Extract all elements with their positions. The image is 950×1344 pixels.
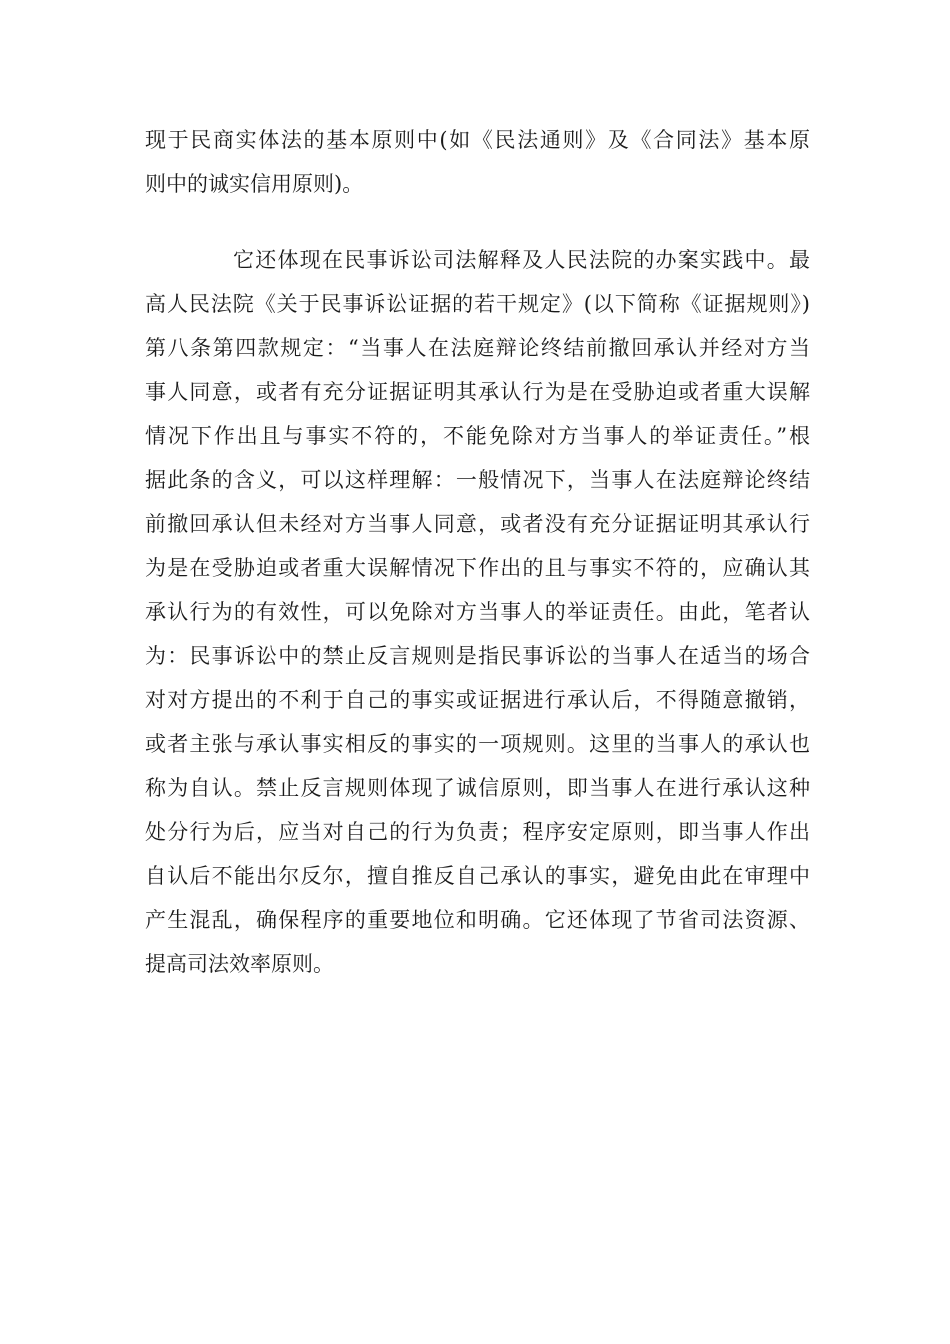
paragraph-2-line-5: 情况下作出且与事实不符的，不能免除对方当事人的举证责任。”根 xyxy=(145,424,810,448)
paragraph-1-line-1: 现于民商实体法的基本原则中(如《民法通则》及《合同法》基本原 xyxy=(145,128,810,152)
paragraph-2-line-7: 前撤回承认但未经对方当事人同意，或者没有充分证据证明其承认行 xyxy=(145,512,810,536)
paragraph-1 xyxy=(145,118,810,206)
paragraph-2-line-4: 事人同意，或者有充分证据证明其承认行为是在受胁迫或者重大误解 xyxy=(145,380,810,404)
paragraph-2-line-8: 为是在受胁迫或者重大误解情况下作出的且与事实不符的，应确认其 xyxy=(145,556,810,580)
paragraph-2-line-16: 产生混乱，确保程序的重要地位和明确。它还体现了节省司法资源、 xyxy=(145,908,810,932)
paragraph-2-line-3: 第八条第四款规定：“当事人在法庭辩论终结前撤回承认并经对方当 xyxy=(145,336,810,360)
paragraph-2-line-11: 对对方提出的不利于自己的事实或证据进行承认后，不得随意撤销， xyxy=(145,688,810,712)
paragraph-2-line-6: 据此条的含义，可以这样理解：一般情况下，当事人在法庭辩论终结 xyxy=(145,468,810,492)
paragraph-2-line-15: 自认后不能出尔反尔，擅自推反自己承认的事实，避免由此在审理中 xyxy=(145,864,810,888)
paragraph-2-line-12: 或者主张与承认事实相反的事实的一项规则。这里的当事人的承认也 xyxy=(145,732,810,756)
paragraph-2-line-10: 为：民事诉讼中的禁止反言规则是指民事诉讼的当事人在适当的场合 xyxy=(145,644,810,668)
paragraph-2-line-13: 称为自认。禁止反言规则体现了诚信原则，即当事人在进行承认这种 xyxy=(145,776,810,800)
paragraph-2-line-2: 高人民法院《关于民事诉讼证据的若干规定》(以下简称《证据规则》) xyxy=(145,292,810,316)
paragraph-2 xyxy=(145,238,810,986)
paragraph-2-line-1: 它还体现在民事诉讼司法解释及人民法院的办案实践中。最 xyxy=(233,248,810,272)
paragraph-2-line-14: 处分行为后，应当对自己的行为负责；程序安定原则，即当事人作出 xyxy=(145,820,810,844)
paragraph-1-line-2: 则中的诚实信用原则)。 xyxy=(145,172,364,196)
paragraph-2-line-17: 提高司法效率原则。 xyxy=(145,952,334,976)
paragraph-2-line-9: 承认行为的有效性，可以免除对方当事人的举证责任。由此，笔者认 xyxy=(145,600,810,624)
